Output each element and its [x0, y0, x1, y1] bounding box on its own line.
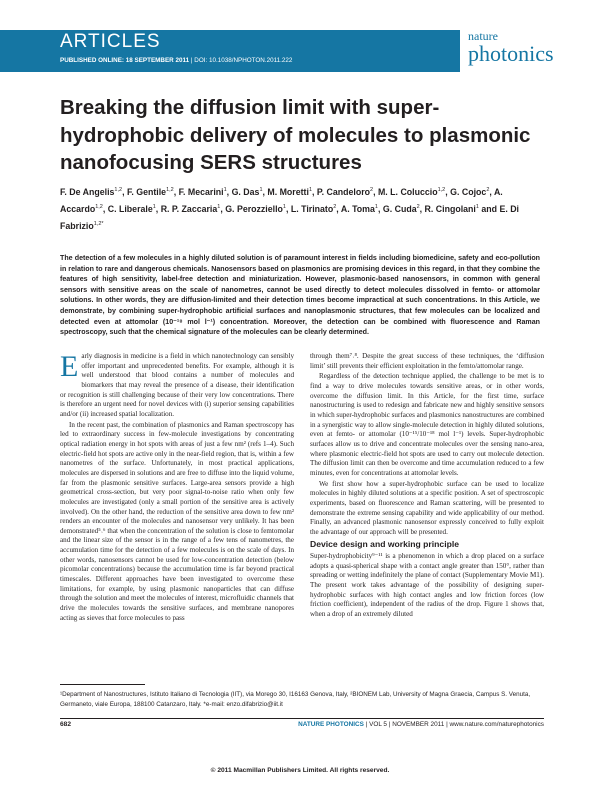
author-name: M. Moretti$^1$: [267, 186, 312, 197]
author-name: M. L. Coluccio$^{1,2}$: [377, 186, 446, 197]
author-affiliation: 1: [308, 187, 312, 193]
author-list: F. De Angelis$^{1,2}$, F. Gentile$^{1,2}$, F. Mecarini$^1$, G. Das$^1$, M. Moretti$^1$, P. Candeloro$^2$, M. L. Coluccio$^{1,2}$, G. Cojoc$^2$, A. Accardo$^{1,2}$, C. Liberale$^1$, R. P. Zaccaria$^1$, G. Perozziello$^1$, L. Tirinato$^2$, A. Toma$^1$, G. Cuda$^2$, R. Cingolani$^1$ and E. Di Fabrizio$^{1,2*}$: [60, 186, 520, 231]
author-name: G. Cojoc$^2$: [450, 186, 490, 197]
author-name: F. De Angelis$^{1,2}$: [60, 186, 123, 197]
footer-journal-info: [298, 721, 544, 728]
journal-logo: [468, 30, 554, 65]
body-paragraph: We first show how a super-hydrophobic surface can be used to localize molecules in highly diluted solutions at a specific position. A set of spectroscopic experiments, based on fluorescence and Raman scattering, will be presented to demonstrate the extreme sensing capability and wide applicability of our method. Finally, an advanced plasmonic nanosensor expressly conceived to fully exploit the advantage of our approach will be presented.: [310, 479, 544, 536]
author-affiliation: 1: [223, 187, 227, 193]
drop-cap: E: [60, 350, 79, 383]
section-heading: Device design and working principle: [310, 539, 459, 550]
author-affiliation: 1,2*: [93, 220, 104, 227]
author-name: L. Tirinato$^2$: [290, 203, 337, 214]
author-name: G. Cuda$^2$: [382, 203, 420, 214]
author-affiliation: 1,2: [95, 203, 103, 210]
body-paragraph: Super-hydrophobicity⁹⁻¹¹ is a phenomenon in which a drop placed on a surface adopts a quasi-spherical shape with a contact angle greater than 150°, rather than spreading or wetting indefinitely the plane of contact (Supplementary Movie M1). The present work takes advantage of the possibility of designing super-hydrophobic surfaces with high contact angles and low friction forces (low friction coefficient), independent of the radius of the drop. Figure 1 shows that, when a drop of an extremely diluted: [310, 552, 544, 619]
affiliations-footnote: ¹Department of Nanostructures, Istituto Italiano di Tecnologia (IIT), via Morego 30, I16163 Genova, Italy, ²BIONEM Lab, University of Magna Graecia, Campus S. Venuta, Germaneto, viale Europa, 188100 Catanzaro, Italy. *e-mail: enzo.difabrizio@iit.it: [60, 691, 531, 708]
author-affiliation: 1: [217, 203, 221, 210]
doi[interactable]: DOI: 10.1038/NPHOTON.2011.222: [194, 57, 293, 64]
author-name: F. Mecarini$^1$: [178, 186, 227, 197]
author-affiliation: 1: [374, 203, 378, 210]
body-paragraph: Early diagnosis in medicine is a field in which nanotechnology can sensibly offer important and unprecedented benefits. For example, although it is well understood that blood contains a number of molecules and biomarkers that may reveal the presence of a disease, their identification or recognition is still challenging because of their very low concentrations. There is therefore an urgent need for novel devices with (i) superior sensing capabilities and/or (ii) increased spatial localization.: [60, 350, 294, 418]
author-affiliation: 1: [259, 187, 263, 193]
abstract: The detection of a few molecules in a highly diluted solution is of paramount interest in fields including biomedicine, safety and eco-pollution in relation to rare and dangerous chemicals. Nanosensors based on plasmonics are promising devices in this regard, in that they combine the features of high sensitivity, label-free detection and miniaturization. However, plasmonic-based nanosensors, in common with general sensors with sensitive areas on the scale of nanometres, cannot be used directly to detect molecules dissolved in femto- or attomolar solutions. In other words, they are diffusion-limited and their detection times become impractical at such concentrations. In this Article, we demonstrate, by combining super-hydrophobic artificial surfaces and nanoplasmonic structures, that few molecules can be localized and detected even at attomolar (10⁻¹⁸ mol l⁻¹) concentration. Moreover, the detection can be combined with fluorescence and Raman spectroscopy, such that the chemical signature of the molecules can be clearly determined.: [60, 254, 540, 337]
paper-title: Breaking the diffusion limit with super-hydrophobic delivery of molecules to plasmonic nanofocusing SERS structures: [60, 96, 531, 174]
author-affiliation: 2: [333, 203, 337, 210]
body-paragraph: In the recent past, the combination of plasmonics and Raman spectroscopy has led to extraordinary success in few-molecule investigations by concentrating optical radiation energy in hot spots with areas of just a few nm² (refs 1–4). Such electric-field hot spots are active only in the near-field region, that is, within a few nanometres of the surface. Unfortunately, in most practical applications, molecules are dispersed in solutions and are free to diffuse into the liquid volume, far from the plasmonic sensitive surfaces. Large-area sensors provide a high geometrical cross-section, but very poor signal-to-noise ratio when only few molecules are investigated (only a small portion of the sensitive area is actively involved). On the other hand, the reduction of the sensitive area down to few nm² renders an encounter of the molecules and nanosensor very unlikely. It has been demonstrated⁵˒⁶ that when the concentration of the solution is close to femtomolar and the linear size of the sensor is in the range of a few tens of nanometres, the accumulation time for the detection of a few molecules is on the scale of days. In other words, nanosensors cannot be used for low-concentration detection (below picomolar concentrations) because the accumulation time is far beyond practical timescales. Different approaches have been investigated to overcome these limitations, for example, by using plasmonic nanoparticles that can diffuse through the solution and meet the molecules of interest, microfluidic channels that drive the molecules towards the sensitive surfaces, and membrane nanopores acting as sieves that force molecules to pass: [60, 420, 294, 622]
author-name: C. Liberale$^1$: [107, 203, 156, 214]
header-bar: [0, 30, 460, 72]
body-paragraph: through them⁷˒⁸. Despite the great success of these techniques, the ‘diffusion limit’ still prevents their efficient exploitation in the femto/attomolar range.: [310, 352, 544, 370]
footer-divider: [60, 718, 544, 719]
author-affiliation: 1: [282, 203, 286, 210]
author-name: F. Gentile$^{1,2}$: [126, 186, 174, 197]
author-affiliation: 1,2: [437, 187, 446, 193]
journal-logo-line2: photonics: [468, 41, 554, 66]
author-affiliation: 1,2: [114, 187, 123, 193]
page-number: 682: [60, 721, 72, 728]
published-date: PUBLISHED ONLINE: 18 SEPTEMBER 2011: [60, 57, 190, 64]
section-label: ARTICLES: [60, 31, 161, 52]
journal-logo-line1: nature: [468, 29, 498, 43]
author-name: G. Das$^1$: [231, 186, 263, 197]
author-affiliation: 1: [475, 203, 479, 210]
author-name: A. Toma$^1$: [340, 203, 378, 214]
author-name: E. Di Fabrizio$^{1,2*}$: [60, 203, 520, 231]
author-name: G. Perozziello$^1$: [225, 203, 286, 214]
body-paragraph: Regardless of the detection technique applied, the challenge to be met is to find a way to drive molecules towards sensitive areas, or in other words, overcome the diffusion limit. In this Article, for the first time, surface nanostructuring is used to redesign and fabricate new and highly sensitive sensors in which super-hydrophobic surfaces and plasmonics nanostructures are combined in a synergistic way to allow single-molecule detection in highly diluted solutions, even at femto- or attomolar (10⁻¹⁵/10⁻¹⁸ mol l⁻¹) levels. Super-hydrophobic surfaces allow us to drive and concentrate molecules over the sensing nano-area, where plasmonic electric-field hot spots are used to carry out molecule detection. The diffusion limit can then be overcome and time accumulation reduced to a few minutes, even for concentrations at attomolar levels.: [310, 372, 544, 477]
author-affiliation: 1: [152, 203, 156, 210]
body-column-right: [310, 352, 544, 621]
author-affiliation: 1,2: [166, 187, 174, 193]
author-affiliation: 2: [486, 187, 490, 193]
copyright-notice: © 2011 Macmillan Publishers Limited. All rights reserved.: [210, 767, 390, 774]
footer-journal-name: NATURE PHOTONICS: [298, 721, 364, 728]
footer-volume-info[interactable]: | VOL 5 | NOVEMBER 2011 | www.nature.com/naturephotonics: [365, 721, 544, 728]
footnote-divider: [60, 684, 145, 685]
publication-info: PUBLISHED ONLINE: 18 SEPTEMBER 2011 | DOI: 10.1038/NPHOTON.2011.222: [60, 57, 293, 64]
author-name: R. Cingolani$^1$: [424, 203, 479, 214]
body-column-left: [60, 352, 294, 624]
author-affiliation: 2: [416, 203, 420, 210]
author-name: P. Candeloro$^2$: [316, 186, 374, 197]
author-name: A. Accardo$^{1,2}$: [60, 186, 503, 214]
author-name: R. P. Zaccaria$^1$: [160, 203, 221, 214]
author-affiliation: 2: [370, 187, 374, 193]
